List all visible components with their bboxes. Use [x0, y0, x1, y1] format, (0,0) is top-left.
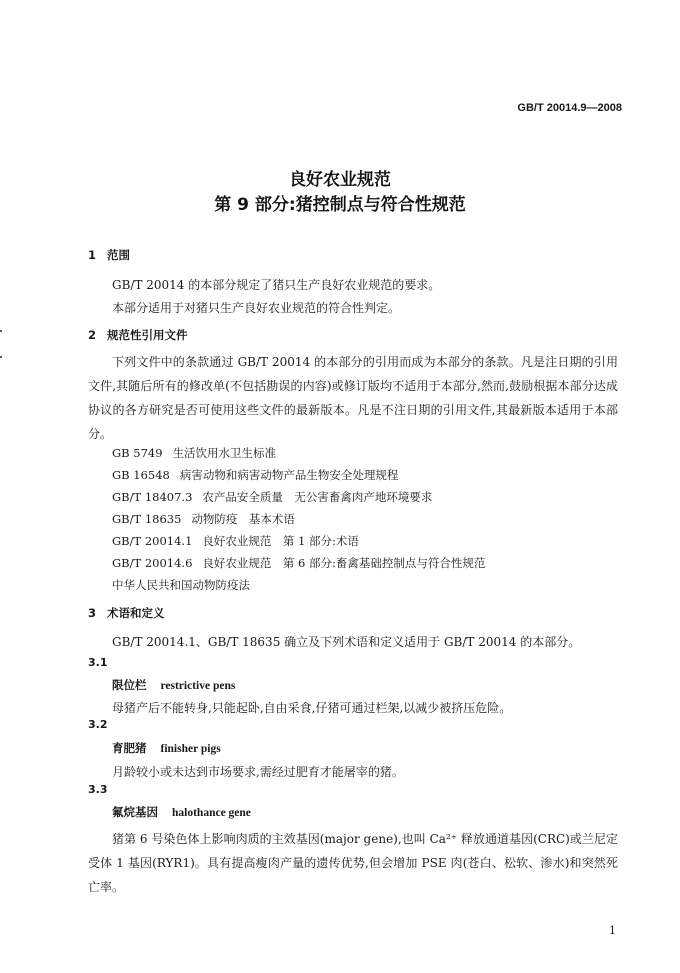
- reference-title: 病害动物和病害动物产品生物安全处理规程: [179, 468, 399, 482]
- paragraph: GB/T 20014 的本部分规定了猪只生产良好农业规范的要求。: [112, 278, 441, 292]
- reference-code: GB 16548: [112, 468, 170, 482]
- term-chinese: 育肥猪: [112, 741, 147, 755]
- term-english: halothance gene: [172, 807, 251, 819]
- reference-title: 良好农业规范 第 6 部分:畜禽基础控制点与符合性规范: [202, 556, 486, 570]
- paragraph: GB/T 20014.1、GB/T 18635 确立及下列术语和定义适用于 GB/T 20014 的本部分。: [112, 635, 581, 649]
- term-chinese: 氟烷基因: [112, 805, 158, 819]
- margin-mark: [0, 330, 2, 332]
- standard-number: GB/T 20014.9—2008: [517, 102, 622, 114]
- document-title: 良好农业规范: [289, 170, 391, 190]
- term-number: 3.3: [88, 783, 108, 796]
- reference-title: 生活饮用水卫生标准: [172, 446, 277, 460]
- page-number: 1: [609, 924, 616, 937]
- term-definition: 猪第 6 号染色体上影响肉质的主效基因(major gene),也叫 Ca²⁺ 释放通道基因(CRC)或兰尼定受体 1 基因(RYR1)。具有提高瘦肉产量的遗传优势,但会增加 PSE 肉(苍白、松软、渗水)和突然死亡率。: [88, 832, 618, 894]
- term-heading: [112, 677, 235, 693]
- reference-title: 动物防疫 基本术语: [191, 512, 295, 526]
- term-english: restrictive pens: [160, 680, 236, 692]
- reference-code: GB/T 18635: [112, 512, 182, 526]
- term-number: 3.2: [88, 718, 108, 731]
- term-number: 3.1: [88, 656, 108, 669]
- reference-title: 良好农业规范 第 1 部分:术语: [202, 534, 359, 548]
- section-3-heading: [88, 605, 165, 621]
- reference-item: [112, 511, 295, 527]
- term-heading: [112, 740, 221, 756]
- reference-item: [112, 467, 398, 483]
- paragraph: 本部分适用于对猪只生产良好农业规范的符合性判定。: [112, 301, 401, 315]
- term-definition: 月龄较小或未达到市场要求,需经过肥育才能屠宰的猪。: [112, 765, 404, 779]
- margin-mark: [0, 356, 2, 358]
- document-subtitle: 第 9 部分:猪控制点与符合性规范: [214, 195, 466, 215]
- section-title: 术语和定义: [107, 606, 165, 620]
- section-number: 3: [88, 606, 97, 620]
- section-1-heading: [88, 247, 130, 263]
- reference-title: 农产品安全质量 无公害畜禽肉产地环境要求: [202, 490, 433, 504]
- reference-item: [112, 445, 276, 461]
- term-heading: [112, 804, 251, 820]
- reference-law: 中华人民共和国动物防疫法: [112, 578, 250, 592]
- reference-code: GB/T 20014.1: [112, 534, 193, 548]
- section-2-heading: [88, 327, 188, 343]
- term-definition: 母猪产后不能转身,只能起卧,自由采食,仔猪可通过栏架,以减少被挤压危险。: [112, 701, 512, 715]
- paragraph: 下列文件中的条款通过 GB/T 20014 的本部分的引用而成为本部分的条款。凡是注日期的引用文件,其随后所有的修改单(不包括勘误的内容)或修订版均不适用于本部分,然而,鼓励根据本部分达成协议的各方研究是否可使用这些文件的最新版本。凡是不注日期的引用文件,其最新版本适用于本部分。: [88, 355, 618, 441]
- reference-code: GB 5749: [112, 446, 163, 460]
- reference-code: GB/T 20014.6: [112, 556, 193, 570]
- section-title: 范围: [107, 248, 130, 262]
- reference-item: [112, 489, 432, 505]
- term-chinese: 限位栏: [112, 678, 147, 692]
- reference-code: GB/T 18407.3: [112, 490, 193, 504]
- section-number: 2: [88, 328, 97, 342]
- reference-item: [112, 533, 359, 549]
- reference-item: [112, 555, 485, 571]
- section-title: 规范性引用文件: [107, 328, 188, 342]
- term-english: finisher pigs: [160, 743, 221, 755]
- section-number: 1: [88, 248, 97, 262]
